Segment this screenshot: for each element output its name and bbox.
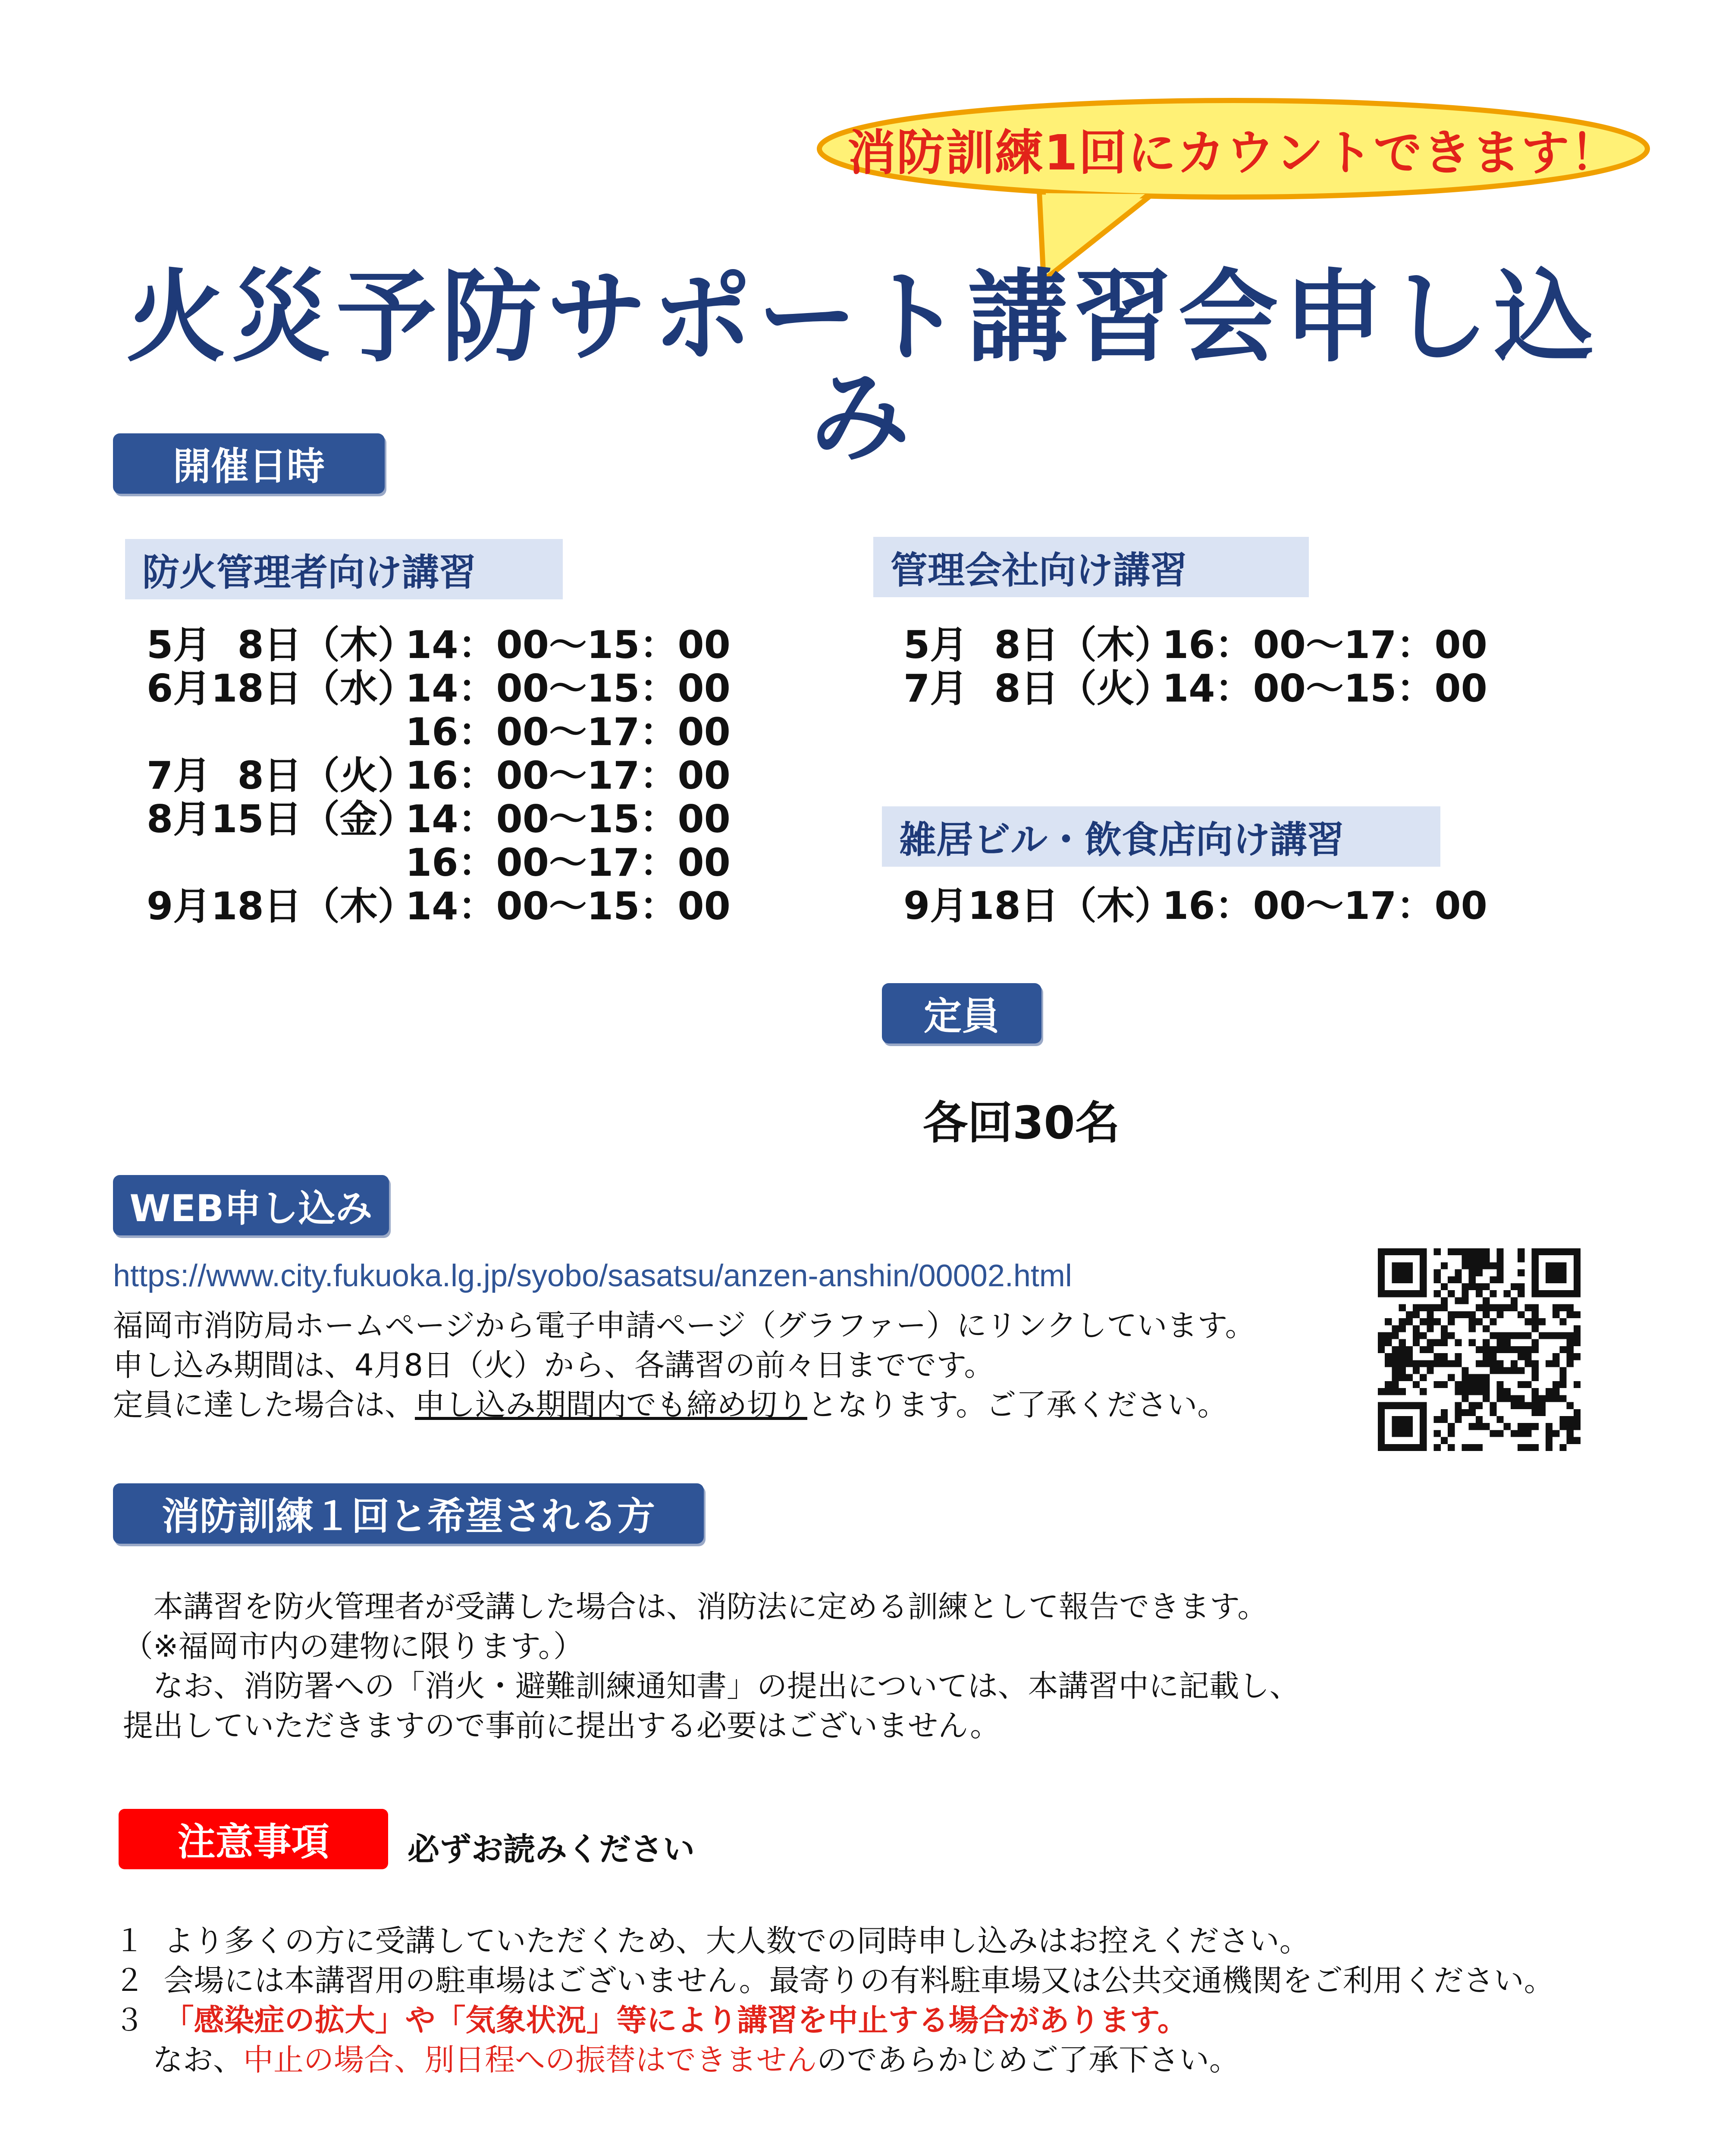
course-label-fire-manager: 防火管理者向け講習 bbox=[125, 539, 563, 599]
schedule-fire-manager bbox=[147, 623, 731, 928]
schedule-multi-tenant bbox=[903, 884, 1487, 928]
schedule-heading: 開催日時 bbox=[113, 433, 385, 494]
schedule-row: 9月18日（木） 14：00～15：00 bbox=[147, 884, 731, 928]
callout-bubble bbox=[815, 99, 1652, 198]
caution-item: なお、中止の場合、別日程への振替はできませんのであらかじめご了承下さい。 bbox=[114, 2042, 1240, 2078]
course-label-multi-tenant: 雑居ビル・飲食店向け講習 bbox=[882, 806, 1440, 867]
training-line: （※福岡市内の建物に限ります。） bbox=[123, 1629, 584, 1664]
web-line: 福岡市消防局ホームページから電子申請ページ（グラファー）にリンクしています。 bbox=[113, 1308, 1255, 1343]
caution-item: ２ 会場には本講習用の駐車場はございません。最寄りの有料駐車場又は公共交通機関をご利用ください。 bbox=[114, 1963, 1554, 1998]
schedule-row: 8月15日（金） 14：00～15：00 bbox=[147, 797, 731, 841]
schedule-row: 7月 8日（火） 16：00～17：00 bbox=[147, 753, 731, 798]
training-heading: 消防訓練１回と希望される方 bbox=[113, 1483, 704, 1544]
caution-item: ３ 「感染症の拡大」や「気象状況」等により講習を中止する場合があります。 bbox=[114, 2002, 1188, 2038]
caution-note: 必ずお読みください bbox=[408, 1831, 695, 1868]
application-link[interactable]: https://www.city.fukuoka.lg.jp/syobo/sasatsu/anzen-anshin/00002.html bbox=[113, 1259, 1072, 1293]
training-line: なお、消防署への「消火・避難訓練通知書」の提出については、本講習中に記載し、 bbox=[123, 1668, 1300, 1704]
web-line: 定員に達した場合は、申し込み期間内でも締め切りとなります。ご了承ください。 bbox=[113, 1387, 1228, 1423]
page-title: 火災予防サポート講習会申し込み bbox=[125, 259, 1599, 476]
caution-heading: 注意事項 bbox=[119, 1809, 388, 1869]
training-line: 提出していただきますので事前に提出する必要はございません。 bbox=[123, 1708, 1000, 1743]
schedule-row: 5月 8日（木） 16：00～17：00 bbox=[903, 623, 1487, 667]
capacity-value: 各回30名 bbox=[923, 1097, 1120, 1149]
schedule-row: 6月18日（水） 14：00～15：00 bbox=[147, 666, 731, 711]
training-line: 本講習を防火管理者が受講した場合は、消防法に定める訓練として報告できます。 bbox=[123, 1589, 1268, 1624]
course-label-management: 管理会社向け講習 bbox=[873, 537, 1309, 597]
caution-item: １ より多くの方に受講していただくため、大人数での同時申し込みはお控えください。 bbox=[114, 1923, 1310, 1959]
schedule-row: 16：00～17：00 bbox=[405, 840, 731, 885]
schedule-management bbox=[903, 623, 1487, 710]
schedule-row: 5月 8日（木） 14：00～15：00 bbox=[147, 623, 731, 667]
schedule-row: 9月18日（木） 16：00～17：00 bbox=[903, 884, 1487, 928]
web-heading: WEB申し込み bbox=[113, 1175, 389, 1235]
qr-code-icon[interactable] bbox=[1378, 1248, 1581, 1451]
schedule-row: 16：00～17：00 bbox=[405, 710, 731, 754]
capacity-heading: 定員 bbox=[882, 983, 1041, 1044]
web-description bbox=[113, 1306, 1255, 1425]
caution-list bbox=[114, 1921, 1554, 2080]
training-description bbox=[123, 1587, 1300, 1745]
web-line: 申し込み期間は、4月8日（火）から、各講習の前々日までです。 bbox=[113, 1348, 994, 1383]
schedule-row: 7月 8日（火） 14：00～15：00 bbox=[903, 666, 1487, 711]
bubble-text: 消防訓練1回にカウントできます！ bbox=[847, 125, 1619, 181]
